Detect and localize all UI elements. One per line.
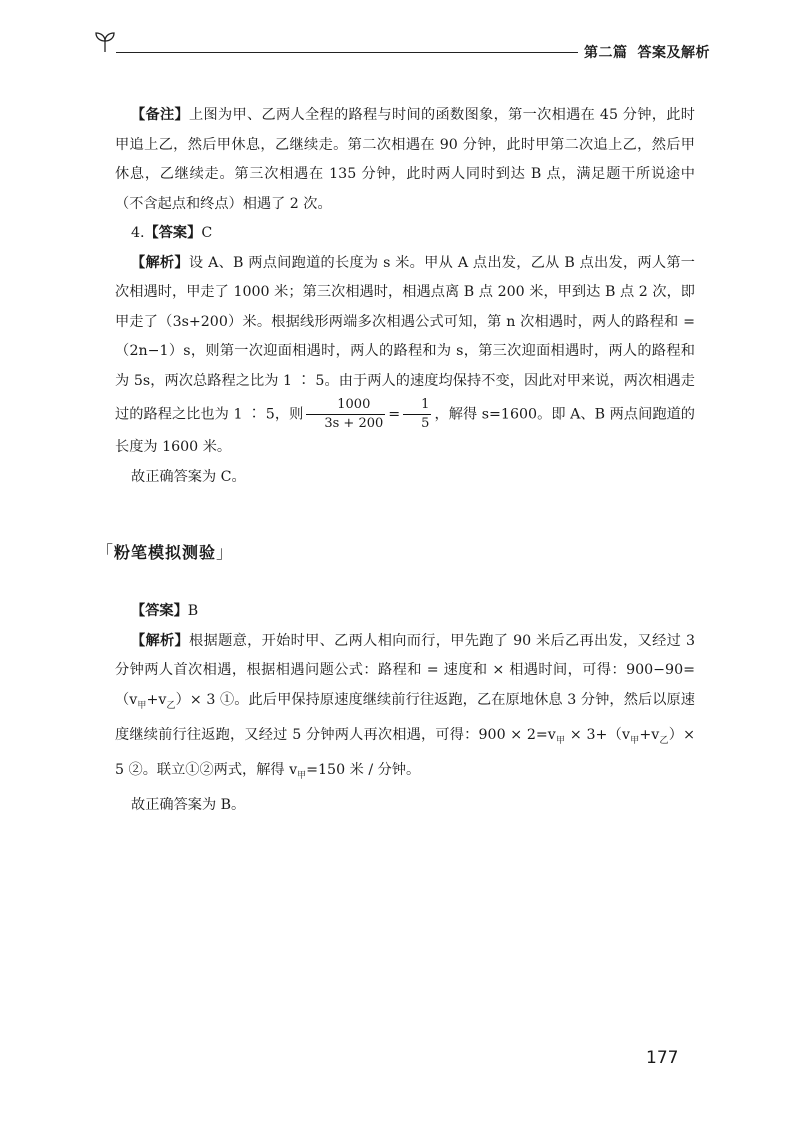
quiz-seg6: ）× 5 ②。联立①②两式，解得 v (115, 726, 695, 779)
fraction-1000 (306, 396, 385, 433)
section-title-text: 粉笔模拟测验 (114, 543, 217, 562)
header-section: 答案及解析 (637, 45, 710, 61)
subscript: 乙 (166, 700, 176, 711)
q4-answer-line (115, 219, 695, 249)
q4-analysis (115, 249, 695, 463)
quiz-answer-block (115, 597, 695, 821)
q4-conclusion (115, 463, 695, 493)
subscript: 甲 (555, 735, 566, 746)
running-header (584, 42, 710, 62)
q4-analysis-part1: 设 A、B 两点间跑道的长度为 s 米。甲从 A 点出发，乙从 B 点出发，两人第一次相遇时，甲走了 1000 米；第三次相遇时，相遇点离 B 点 200 米，甲到达 B 点 2 次，即甲走了（3s+200）米。根据线形两端多次相遇公式可知，第 n 次相遇时，两人的路程和 =（2n−1）s，则第一次迎面相遇时，两人的路程和为 s，第三次迎面相遇时，两人的路程和为 5s，两次总路程之比为 1 ∶ 5。由于两人的速度均保持不变，因此对甲来说，两次相遇走过的路程之比也为 1 ∶ 5，则 (115, 254, 695, 423)
quiz-analysis (115, 627, 695, 792)
section-title (96, 538, 234, 563)
subscript: 甲 (137, 700, 147, 711)
q4-conclusion-text: 故正确答案为 C。 (131, 468, 246, 485)
q4-answer-tag: 【答案】 (144, 225, 202, 241)
q4-analysis-tag: 【解析】 (131, 254, 189, 271)
answer-block-4 (115, 101, 695, 492)
section-left-mark: 「 (96, 543, 114, 563)
note-paragraph (115, 101, 695, 219)
subscript: 乙 (659, 735, 669, 746)
quiz-analysis-tag: 【解析】 (131, 632, 190, 649)
sprout-icon (92, 28, 118, 54)
quiz-seg4: × 3+（v (565, 726, 631, 743)
quiz-seg3: ）× 3 ①。此后甲保持原速度继续前行往返跑，乙在原地休息 3 分钟，然后以原速度继续前行往返跑，又经过 5 分钟两人再次相遇，可得：900 × 2=v (115, 691, 695, 743)
subscript: 甲 (630, 735, 640, 746)
q4-analysis-part2: ，解得 s=1600。即 A、B 两点间跑道的长度为 1600 米。 (115, 406, 695, 455)
q4-number: 4. (131, 225, 145, 241)
header-rule (116, 52, 578, 53)
quiz-seg5: +v (639, 726, 660, 743)
note-text: 上图为甲、乙两人全程的路程与时间的函数图象，第一次相遇在 45 分钟，此时甲追上乙，然后甲休息，乙继续走。第二次相遇在 90 分钟，此时甲第二次追上乙，然后甲休息，乙继续走。第三次相遇在 135 分钟，此时两人同时到达 B 点，满足题干所说途中（不含起点和终点）相遇了 2 次。 (115, 107, 695, 212)
fraction-denominator: 5 (421, 416, 430, 431)
note-tag: 【备注】 (131, 107, 190, 123)
quiz-seg7: =150 米 / 分钟。 (306, 762, 421, 779)
subscript: 甲 (297, 770, 307, 781)
section-right-mark: 」 (216, 543, 235, 563)
fraction-numerator: 1000 (306, 396, 385, 415)
quiz-answer-tag: 【答案】 (131, 603, 188, 619)
quiz-seg1: 根据题意，开始时甲、乙两人相向而行，甲先跑了 90 米后乙再出发，又经过 3 分钟两人首次相遇，根据相遇问题公式：路程和 = 速度和 × 相遇时间，可得：900−90=（v (115, 632, 695, 708)
quiz-seg2: +v (146, 691, 167, 708)
quiz-conclusion-text: 故正确答案为 B。 (131, 797, 246, 814)
quiz-conclusion (115, 791, 695, 821)
page-number: 177 (646, 1048, 679, 1068)
quiz-answer: B (187, 603, 199, 619)
fraction-one-fifth (403, 396, 431, 433)
quiz-answer-line (115, 597, 695, 627)
equals-sign: = (388, 406, 401, 423)
fraction-denominator: 3s + 200 (324, 416, 384, 431)
q4-answer: C (201, 225, 213, 241)
header-part: 第二篇 (584, 45, 628, 61)
fraction-numerator: 1 (403, 396, 431, 415)
